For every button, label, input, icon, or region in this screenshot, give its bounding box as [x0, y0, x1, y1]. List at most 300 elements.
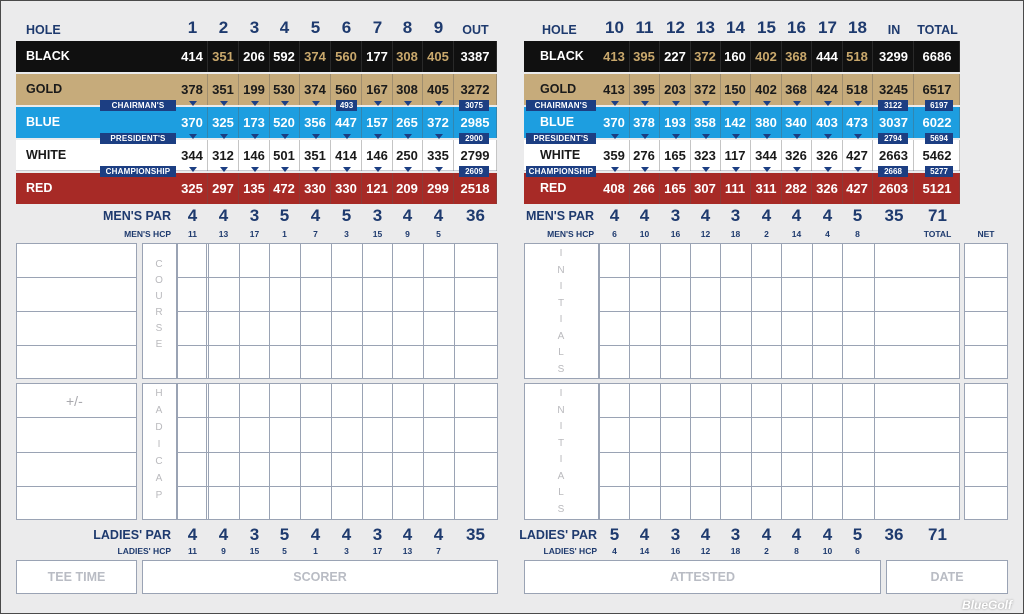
tee-name: WHITE: [540, 148, 581, 162]
par-value: 3: [249, 525, 260, 544]
date-field[interactable]: DATE: [886, 560, 1008, 594]
tee-yardage: 378: [177, 74, 208, 105]
grid-line: [599, 345, 960, 346]
par-value: 4: [218, 525, 229, 544]
tee-yardage: 173: [239, 107, 270, 138]
chevron-marker: [702, 167, 710, 172]
chevron-marker: [732, 101, 740, 106]
hcp-value: 9: [405, 229, 410, 239]
total-label: TOTAL: [917, 23, 958, 37]
initials-letter: N: [557, 404, 565, 416]
tee-yardage: 326: [812, 140, 843, 171]
par-value: 5: [279, 525, 290, 544]
hcp-value: 6: [612, 229, 617, 239]
initials-letter: I: [559, 454, 563, 465]
grid-line: [16, 486, 137, 487]
hcp-value: 4: [825, 229, 830, 239]
grid-line: [751, 243, 752, 379]
par-value: 4: [822, 206, 833, 225]
par-grand-total: 71: [928, 206, 947, 225]
grid-line: [842, 243, 843, 379]
hcp-value: 5: [436, 229, 441, 239]
tee-yardage: 520: [269, 107, 300, 138]
net-label: NET: [977, 229, 995, 239]
initials-letter: I: [559, 314, 563, 325]
chevron-marker: [824, 167, 832, 172]
initials-letter: I: [559, 281, 563, 292]
tee-yardage: 323: [690, 140, 721, 171]
tee-yardage: 160: [720, 41, 751, 72]
chevron-marker: [793, 134, 801, 139]
par-value: 4: [433, 206, 444, 225]
grid-line: [423, 383, 424, 520]
hcp-value: 10: [822, 546, 833, 556]
tee-yardage: 326: [781, 140, 812, 171]
chevron-marker: [854, 167, 862, 172]
grid-line: [16, 345, 137, 346]
hcp-value: 11: [188, 229, 197, 239]
tee-yardage: 374: [300, 41, 331, 72]
grid-line: [177, 452, 498, 453]
tee-yardage: 414: [331, 140, 362, 171]
grid-line: [660, 383, 661, 520]
chevron-marker: [672, 134, 680, 139]
par-in-total: 36: [884, 525, 904, 544]
combo-ribbon: CHAMPIONSHIP: [100, 166, 176, 177]
initials-letter: L: [558, 347, 564, 358]
initials-letter: A: [557, 330, 565, 342]
chevron-marker: [220, 134, 228, 139]
chevron-marker: [435, 101, 443, 106]
hole-number: 1: [187, 18, 198, 37]
tee-yardage: 282: [781, 173, 812, 204]
ladies-hcp-label: LADIES' HCP: [543, 546, 597, 556]
par-value: 4: [402, 206, 413, 225]
combo-in: 3122: [878, 100, 908, 111]
chevron-marker: [251, 134, 259, 139]
par-value: 4: [791, 206, 802, 225]
tee-yardage: 359: [599, 140, 630, 171]
tee-yardage: 351: [300, 140, 331, 171]
grid-line: [177, 486, 498, 487]
hole-number: 8: [402, 18, 413, 37]
tee-yardage: 358: [690, 107, 721, 138]
hcp-value: 6: [855, 546, 860, 556]
mens-par-label: MEN'S PAR: [525, 209, 594, 223]
grid-line: [812, 243, 813, 379]
par-value: 4: [218, 206, 229, 225]
grid-line: [751, 383, 752, 520]
grid-line: [599, 311, 960, 312]
chevron-marker: [732, 167, 740, 172]
tee-yardage: 121: [362, 173, 393, 204]
tee-yardage: 344: [751, 140, 782, 171]
initials-letter: I: [559, 248, 563, 259]
hcp-value: 8: [794, 546, 799, 556]
par-grand-total: 71: [928, 525, 947, 544]
grid-line: [177, 311, 498, 312]
tee-yardage: 405: [423, 41, 454, 72]
scorer-field[interactable]: SCORER: [142, 560, 498, 594]
tee-yardage: 518: [842, 41, 873, 72]
grid-line: [690, 243, 691, 379]
tee-yardage: 330: [300, 173, 331, 204]
hcp-value: 15: [249, 546, 260, 556]
hcp-value: 12: [700, 229, 711, 239]
course-letter: R: [155, 307, 163, 318]
chevron-marker: [312, 101, 320, 106]
tee-yardage: 135: [239, 173, 270, 204]
combo-in: 2668: [878, 166, 908, 177]
par-value: 4: [700, 206, 711, 225]
initials-letter: S: [557, 363, 565, 375]
hole-number: 12: [666, 18, 685, 37]
par-value: 3: [249, 206, 260, 225]
grid-line: [781, 243, 782, 379]
tee-name: BLUE: [26, 115, 61, 129]
tee-in: 3299: [874, 41, 914, 72]
tee-yardage: 150: [720, 74, 751, 105]
par-value: 4: [791, 525, 802, 544]
tee-total: 3272: [454, 74, 497, 105]
chevron-marker: [404, 134, 412, 139]
chevron-marker: [611, 101, 619, 106]
tee-yardage: 414: [177, 41, 208, 72]
tee-yardage: 427: [842, 140, 873, 171]
handicap-letter: A: [155, 473, 163, 484]
grid-line: [423, 243, 424, 379]
grid-line: [599, 486, 960, 487]
grid-line: [269, 243, 270, 379]
tee-yardage: 408: [599, 173, 630, 204]
tee-yardage: 265: [392, 107, 423, 138]
hcp-value: 1: [282, 229, 287, 239]
grid-line: [239, 243, 240, 379]
combo-ribbon: PRESIDENT'S: [526, 133, 596, 144]
combo-total: 3075: [459, 100, 489, 111]
par-value: 5: [341, 206, 352, 225]
hcp-value: 8: [855, 229, 860, 239]
par-value: 4: [639, 206, 650, 225]
handicap-letter: I: [157, 439, 161, 450]
par-value: 3: [730, 525, 741, 544]
initials-letter: T: [557, 437, 565, 449]
hcp-value: 7: [313, 229, 318, 239]
course-letter: U: [155, 291, 163, 302]
grid-line: [300, 383, 301, 520]
grid-line: [331, 383, 332, 520]
tee-yardage: 209: [392, 173, 423, 204]
grid-line: [781, 383, 782, 520]
hcp-value: 18: [730, 229, 741, 239]
grid-line: [206, 383, 207, 520]
hole-number: 3: [249, 18, 260, 37]
tee-name: GOLD: [540, 82, 577, 96]
grid-line: [964, 417, 1008, 418]
grid-line: [964, 345, 1008, 346]
par-value: 4: [822, 525, 833, 544]
tee-yardage: 356: [300, 107, 331, 138]
tee-name: BLUE: [540, 115, 575, 129]
chevron-marker: [702, 101, 710, 106]
handicap-letter: D: [155, 422, 163, 433]
grid-line: [392, 243, 393, 379]
hcp-value: 15: [372, 229, 383, 239]
tee-yardage: 335: [423, 140, 454, 171]
hole-number: 7: [372, 18, 383, 37]
combo-total: 2900: [459, 133, 489, 144]
tee-name: BLACK: [540, 49, 584, 63]
grid-line: [599, 417, 960, 418]
chevron-marker: [793, 101, 801, 106]
par-value: 4: [609, 206, 620, 225]
par-in-total: 35: [884, 206, 904, 225]
ladies-hcp-label: LADIES' HCP: [117, 546, 171, 556]
par-value: 5: [279, 206, 290, 225]
tee-yardage: 325: [208, 107, 239, 138]
tee-yardage: 413: [599, 74, 630, 105]
initials-letter: T: [557, 297, 565, 309]
grid-line: [392, 383, 393, 520]
hcp-value: 17: [249, 229, 260, 239]
course-letter: C: [155, 259, 163, 270]
grid-line: [720, 383, 721, 520]
tee-yardage: 351: [208, 74, 239, 105]
combo-total: 5277: [925, 166, 953, 177]
tee-yardage: 167: [362, 74, 393, 105]
attested-field[interactable]: ATTESTED: [524, 560, 881, 594]
grid-line: [964, 311, 1008, 312]
par-value: 4: [187, 206, 198, 225]
hcp-value: 3: [344, 229, 349, 239]
tee-yardage: 372: [423, 107, 454, 138]
hcp-value: 9: [221, 546, 226, 556]
par-value: 4: [187, 525, 198, 544]
hcp-value: 10: [639, 229, 650, 239]
tee-yardage: 518: [842, 74, 873, 105]
chevron-marker: [641, 167, 649, 172]
hcp-value: 5: [282, 546, 287, 556]
hcp-value: 14: [639, 546, 650, 556]
tee-yardage: 370: [599, 107, 630, 138]
hcp-value: 17: [372, 546, 383, 556]
hole-number: 13: [696, 18, 715, 37]
tee-yardage: 447: [331, 107, 362, 138]
tee-name: RED: [26, 181, 53, 195]
chevron-marker: [611, 167, 619, 172]
chevron-marker: [312, 134, 320, 139]
chevron-marker: [763, 101, 771, 106]
tee-name: RED: [540, 181, 567, 195]
tee-total: 5462: [915, 140, 960, 171]
chevron-marker: [374, 101, 382, 106]
hcp-value: 2: [764, 546, 769, 556]
hcp-value: 7: [436, 546, 441, 556]
initials-letter: I: [559, 388, 563, 399]
par-value: 4: [761, 206, 772, 225]
tee-yardage: 344: [177, 140, 208, 171]
hcp-value: 1: [313, 546, 318, 556]
tee-yardage: 380: [751, 107, 782, 138]
par-value: 4: [433, 525, 444, 544]
par-out-total: 36: [466, 206, 485, 225]
par-value: 4: [310, 525, 321, 544]
grid-line: [629, 243, 630, 379]
hole-label-front: HOLE: [26, 23, 61, 37]
chevron-marker: [824, 134, 832, 139]
combo-ribbon: CHAIRMAN'S: [526, 100, 596, 111]
grid-line: [177, 417, 498, 418]
tee-yardage: 530: [269, 74, 300, 105]
hcp-value: 13: [402, 546, 413, 556]
tee-yardage: 111: [720, 173, 751, 204]
par-value: 3: [730, 206, 741, 225]
hole-number: 4: [279, 18, 290, 37]
chevron-marker: [854, 134, 862, 139]
grid-line: [239, 383, 240, 520]
par-value: 3: [372, 206, 383, 225]
grid-line: [208, 383, 209, 520]
tee-yardage: 157: [362, 107, 393, 138]
mens-par-label: MEN'S PAR: [102, 209, 171, 223]
chevron-marker: [611, 134, 619, 139]
combo-total: 2609: [459, 166, 489, 177]
tee-yardage: 351: [208, 41, 239, 72]
hole-number: 5: [310, 18, 321, 37]
tee-yardage: 312: [208, 140, 239, 171]
tee-yardage: 227: [660, 41, 691, 72]
handicap-letter: A: [155, 405, 163, 416]
tee-time-field[interactable]: TEE TIME: [16, 560, 137, 594]
tee-total: 6686: [915, 41, 960, 72]
chevron-marker: [404, 167, 412, 172]
handicap-letter: C: [155, 456, 163, 467]
combo-hole6: 493: [336, 100, 357, 111]
chevron-marker: [435, 134, 443, 139]
grid-line: [964, 452, 1008, 453]
par-value: 4: [310, 206, 321, 225]
initials-letter: N: [557, 264, 565, 276]
plus-minus-label: +/-: [66, 393, 83, 409]
in-label: IN: [887, 23, 901, 37]
chevron-marker: [220, 101, 228, 106]
hcp-value: 16: [670, 546, 681, 556]
course-letter: S: [155, 323, 163, 334]
hole-number: 11: [635, 18, 654, 37]
grid-line: [599, 277, 960, 278]
grid-line: [660, 243, 661, 379]
tee-total: 2518: [454, 173, 497, 204]
tee-yardage: 368: [781, 41, 812, 72]
hcp-value: 3: [344, 546, 349, 556]
tee-yardage: 250: [392, 140, 423, 171]
initials-letter: L: [558, 487, 564, 498]
tee-yardage: 330: [331, 173, 362, 204]
grid-line: [16, 452, 137, 453]
chevron-marker: [641, 101, 649, 106]
ladies-par-label: LADIES' PAR: [519, 528, 597, 542]
chevron-marker: [343, 134, 351, 139]
grid-line: [629, 383, 630, 520]
tee-total: 2985: [454, 107, 497, 138]
combo-in: 2794: [878, 133, 908, 144]
tee-yardage: 374: [300, 74, 331, 105]
par-value: 3: [372, 525, 383, 544]
par-value: 4: [700, 525, 711, 544]
chevron-marker: [189, 167, 197, 172]
par-value: 4: [341, 525, 352, 544]
tee-yardage: 592: [269, 41, 300, 72]
chevron-marker: [641, 134, 649, 139]
tee-yardage: 378: [629, 107, 660, 138]
tee-yardage: 165: [660, 140, 691, 171]
out-label: OUT: [462, 23, 489, 37]
hcp-value: 4: [612, 546, 617, 556]
tee-yardage: 326: [812, 173, 843, 204]
tee-yardage: 395: [629, 41, 660, 72]
tee-yardage: 266: [629, 173, 660, 204]
hole-number: 18: [848, 18, 867, 37]
hcp-value: 2: [764, 229, 769, 239]
chevron-marker: [404, 101, 412, 106]
grid-line: [177, 345, 498, 346]
tee-yardage: 340: [781, 107, 812, 138]
chevron-marker: [281, 101, 289, 106]
tee-yardage: 206: [239, 41, 270, 72]
tee-yardage: 117: [720, 140, 751, 171]
hcp-value: 18: [730, 546, 741, 556]
chevron-marker: [824, 101, 832, 106]
grid-line: [874, 383, 875, 520]
initials-letter: I: [559, 421, 563, 432]
hole-number: 14: [726, 18, 745, 37]
chevron-marker: [189, 134, 197, 139]
tee-yardage: 560: [331, 74, 362, 105]
tee-yardage: 308: [392, 74, 423, 105]
chevron-marker: [251, 101, 259, 106]
hole-number: 17: [818, 18, 837, 37]
chevron-marker: [763, 134, 771, 139]
combo-ribbon: CHAMPIONSHIP: [526, 166, 596, 177]
tee-yardage: 297: [208, 173, 239, 204]
tee-yardage: 472: [269, 173, 300, 204]
grid-line: [964, 486, 1008, 487]
chevron-marker: [374, 167, 382, 172]
hcp-value: 12: [700, 546, 711, 556]
tee-yardage: 307: [690, 173, 721, 204]
grid-line: [208, 243, 209, 379]
chevron-marker: [672, 101, 680, 106]
grid-line: [842, 383, 843, 520]
grid-line: [874, 243, 875, 379]
tee-yardage: 405: [423, 74, 454, 105]
tee-yardage: 203: [660, 74, 691, 105]
grid-line: [177, 277, 498, 278]
par-value: 3: [670, 206, 681, 225]
hole-label-back: HOLE: [542, 23, 577, 37]
hcp-value: 11: [188, 546, 197, 556]
tee-yardage: 501: [269, 140, 300, 171]
course-letter: O: [155, 275, 163, 286]
tee-in: 3037: [874, 107, 914, 138]
hole-number: 16: [787, 18, 806, 37]
chevron-marker: [854, 101, 862, 106]
par-value: 4: [402, 525, 413, 544]
combo-ribbon: PRESIDENT'S: [100, 133, 176, 144]
combo-total: 6197: [925, 100, 953, 111]
grid-line: [331, 243, 332, 379]
hole-number: 9: [433, 18, 444, 37]
